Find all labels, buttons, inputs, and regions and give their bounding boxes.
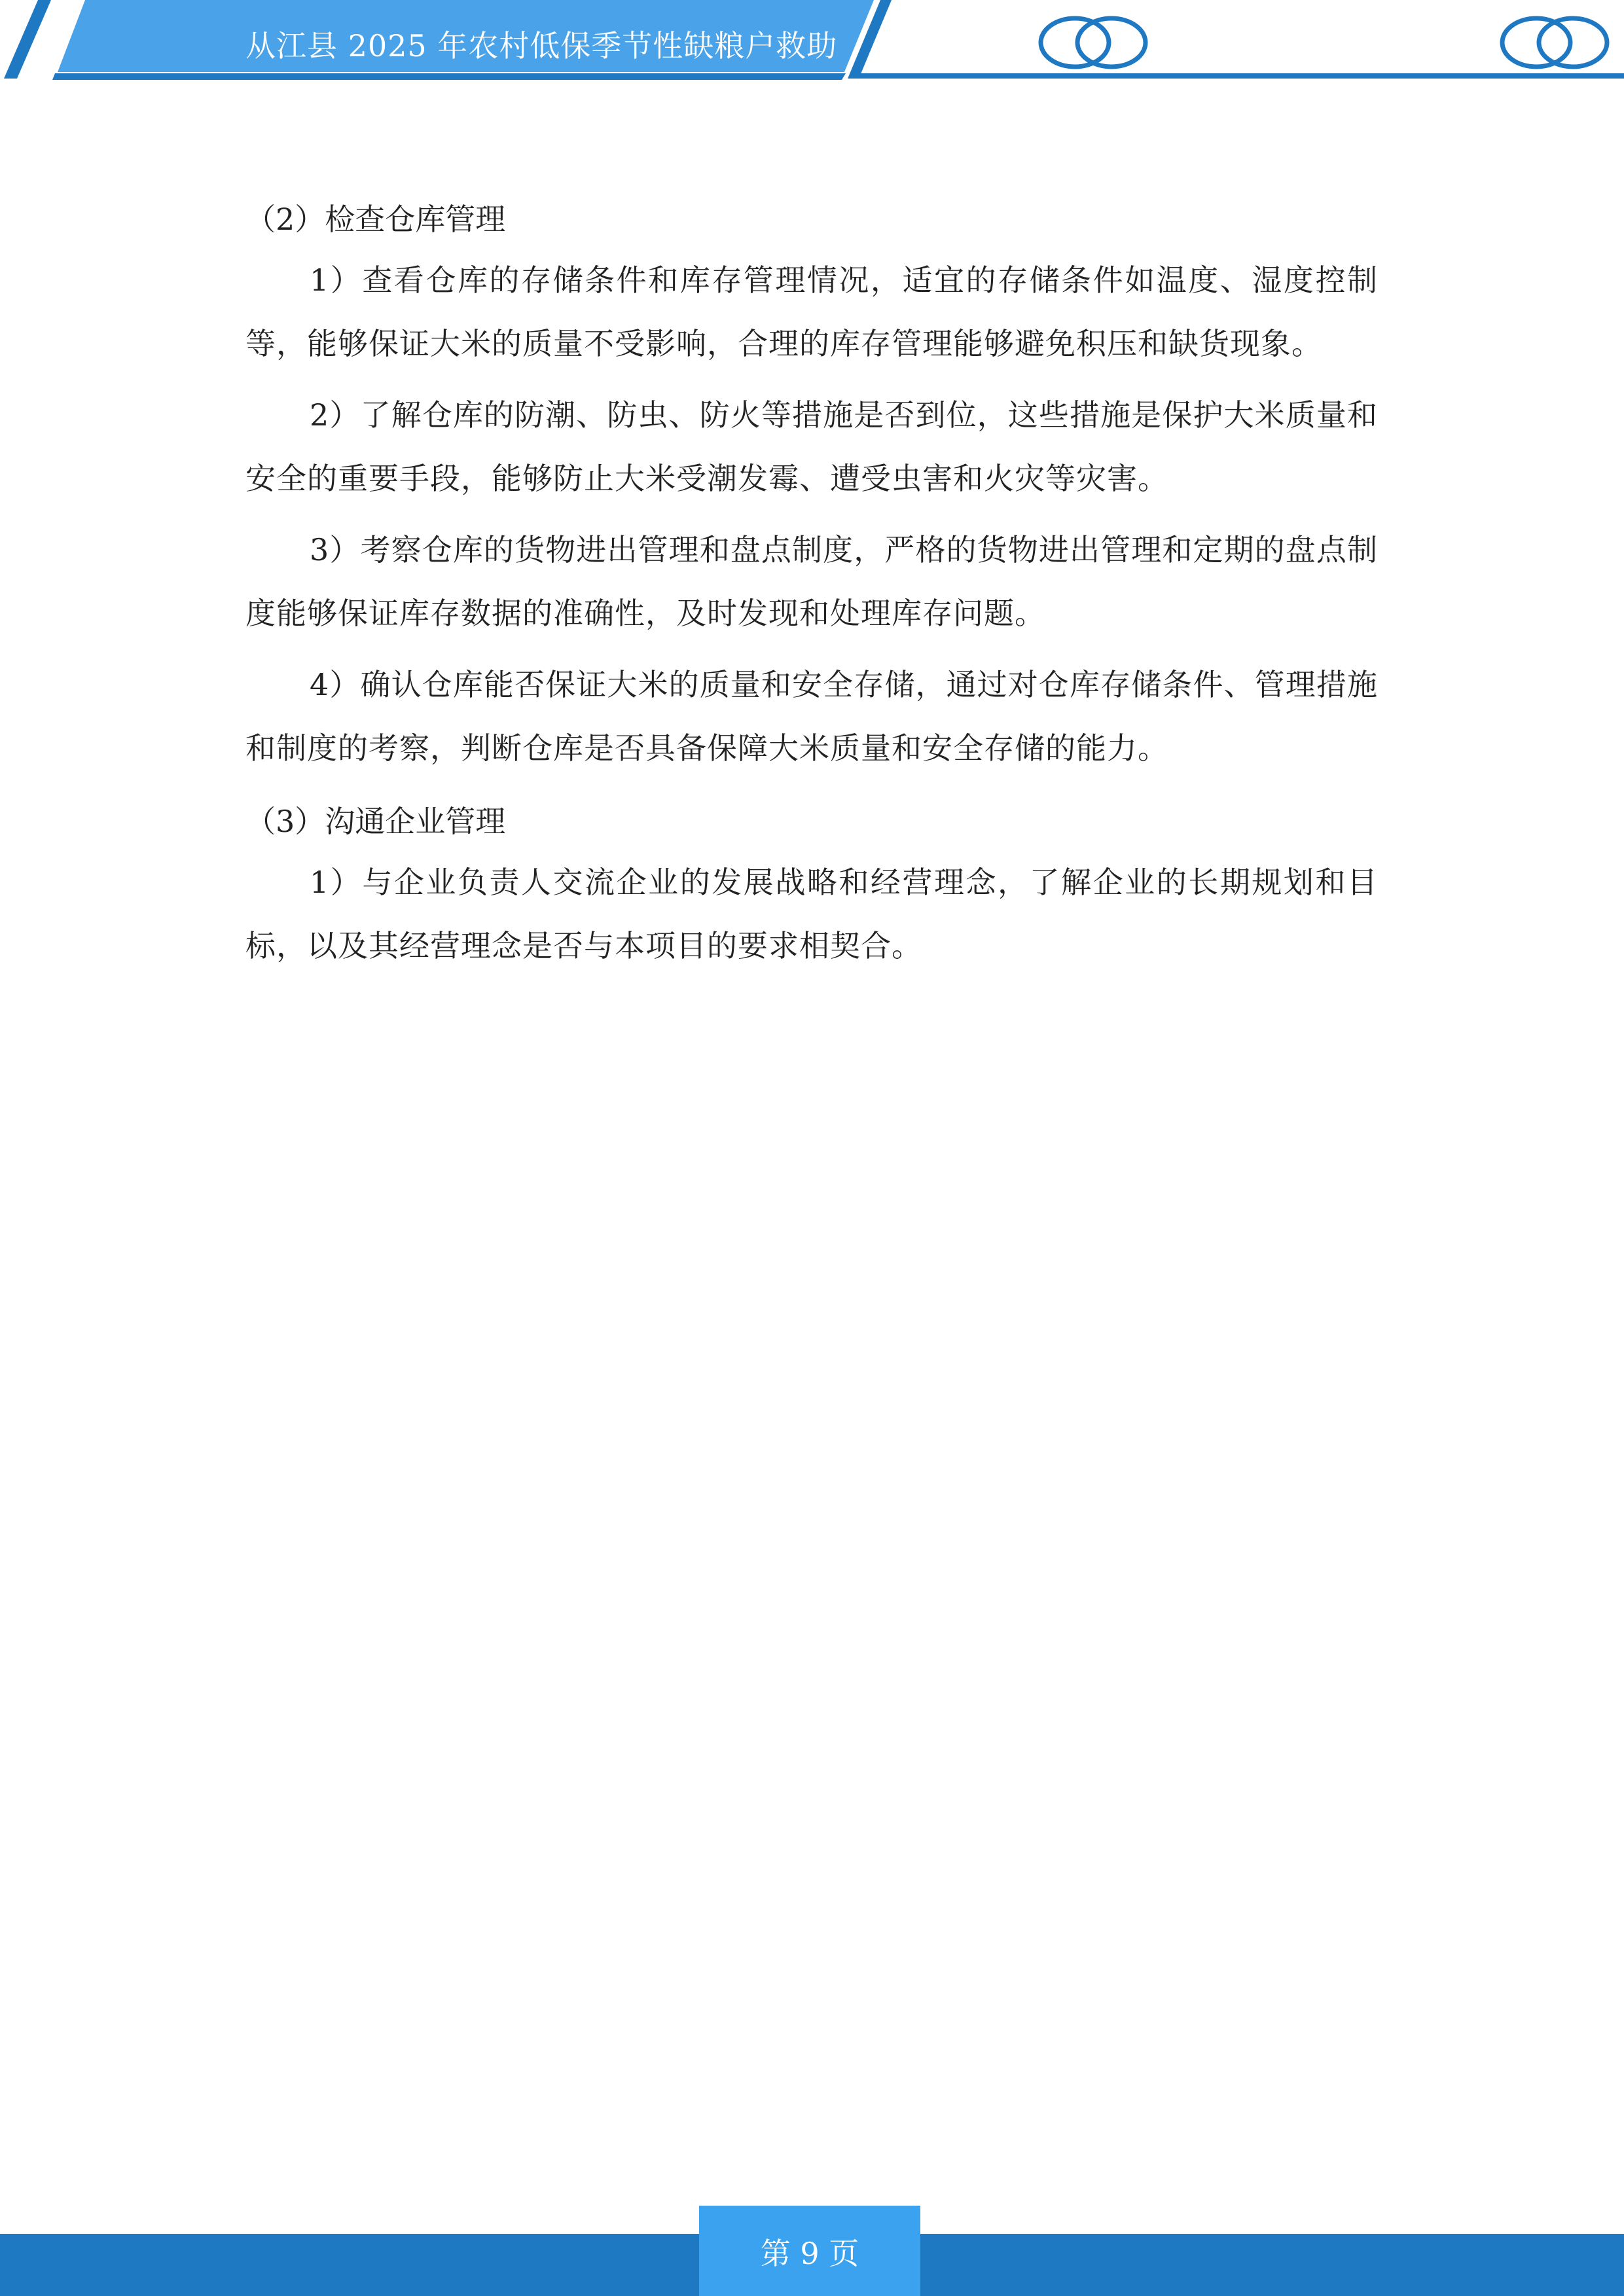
document-body (245, 190, 1378, 986)
double-ring-icon (1034, 13, 1152, 72)
header-title: 从江县 2025 年农村低保季节性缺粮户救助 (245, 28, 838, 63)
section-heading: （3）沟通企业管理 (245, 804, 506, 839)
paragraph: 4）确认仓库能否保证大米的质量和安全存储，通过对仓库存储条件、管理措施和制度的考察，判断仓库是否具备保障大米质量和安全存储的能力。 (245, 667, 1378, 766)
paragraph: 2）了解仓库的防潮、防虫、防火等措施是否到位，这些措施是保护大米质量和安全的重要手段，能够防止大米受潮发霉、遭受虫害和火灾等灾害。 (245, 397, 1378, 496)
page-header (0, 0, 1624, 85)
page-number: 第 9 页 (760, 2236, 859, 2271)
section-heading: （2）检查仓库管理 (245, 202, 506, 237)
paragraph: 1）与企业负责人交流企业的发展战略和经营理念，了解企业的长期规划和目标，以及其经营理念是否与本项目的要求相契合。 (245, 865, 1378, 963)
paragraph: 3）考察仓库的货物进出管理和盘点制度，严格的货物进出管理和定期的盘点制度能够保证库存数据的准确性，及时发现和处理库存问题。 (245, 532, 1378, 631)
paragraph: 1）查看仓库的存储条件和库存管理情况，适宜的存储条件如温度、湿度控制等，能够保证大米的质量不受影响，合理的库存管理能够避免积压和缺货现象。 (245, 262, 1378, 361)
double-ring-icon (1496, 13, 1614, 72)
